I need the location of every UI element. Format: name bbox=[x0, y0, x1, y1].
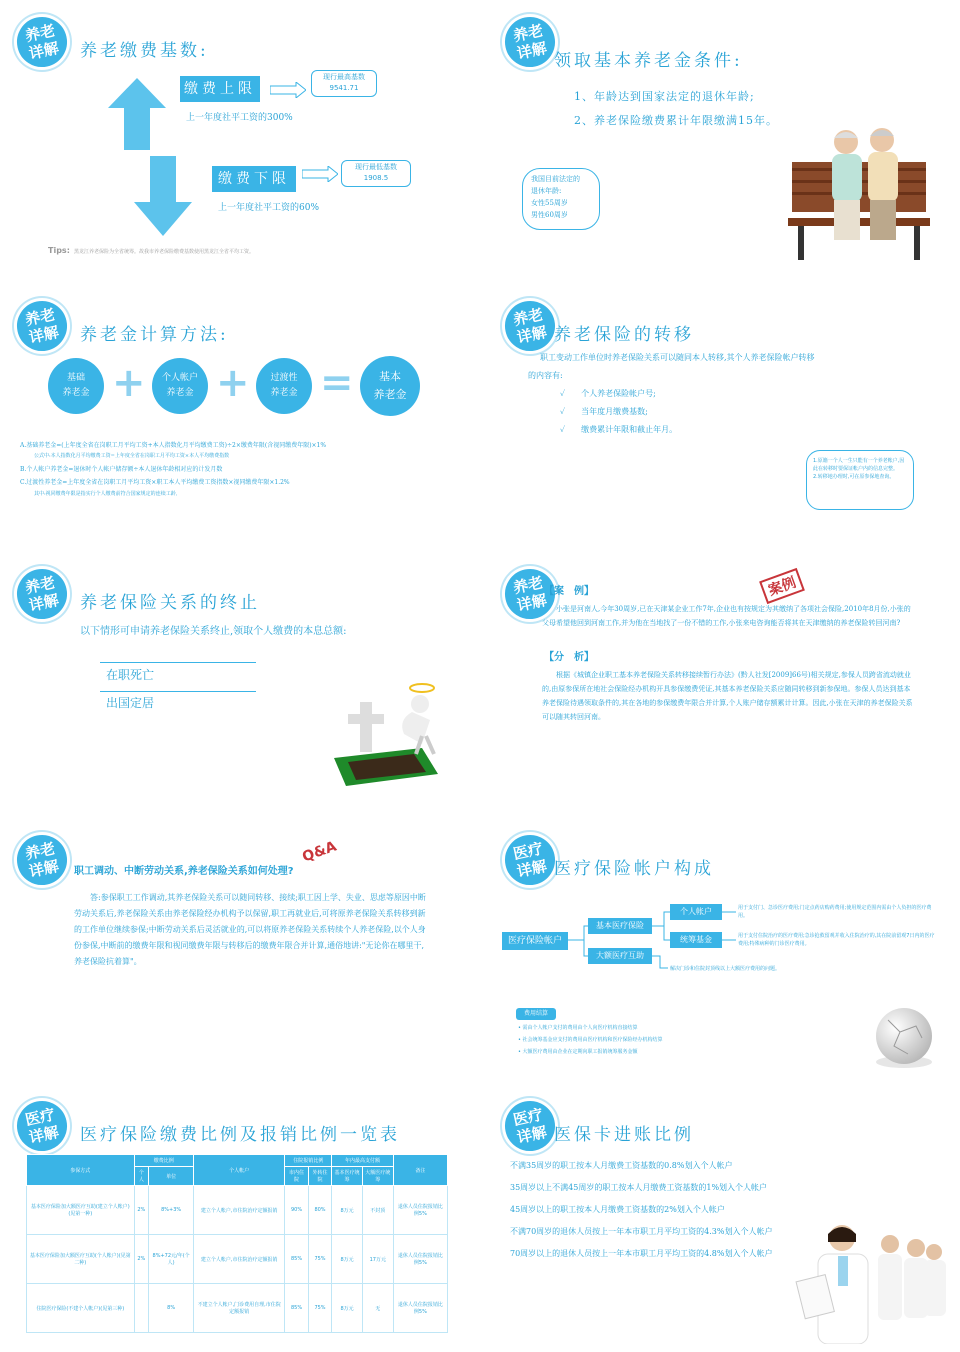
rate-line: 不满35周岁的职工按本人月缴费工资基数的0.8%划入个人帐户 bbox=[510, 1161, 733, 1170]
badge-icon: 养老 详解 bbox=[497, 293, 563, 359]
rates-table bbox=[26, 1154, 448, 1333]
slide-title: 养老保险的转移 bbox=[554, 325, 694, 345]
table-row: 基本医疗保险加大额医疗互助(个人帐户)(见第二种) 2% 8%+72元/年(个人) 建立个人帐户,市住院治疗定额报销 85% 75% 8万元 17万元 退休人员住院报销比例5% bbox=[27, 1235, 448, 1284]
table-header: 缴费比例 bbox=[134, 1155, 194, 1167]
usage-item: • 需由个人帐户支付的费用由个人向医疗机构直接结算 bbox=[518, 1025, 638, 1031]
slide-title: 医疗保险帐户构成 bbox=[554, 859, 714, 879]
arrow-up-icon bbox=[108, 78, 166, 150]
case-label: 【案 例】 bbox=[544, 586, 594, 597]
lower-desc: 上一年度社平工资的60% bbox=[218, 203, 320, 213]
personal-account-note: 用于支付门、急诊医疗费用;门定点药店购药费用;使用规定范围内需由个人负担的医疗费用。 bbox=[738, 905, 932, 919]
arrow-down-icon bbox=[134, 156, 192, 236]
divider bbox=[100, 662, 256, 663]
badge-icon: 养老 详解 bbox=[497, 561, 563, 627]
rate-line: 不满70周岁的退休人员按上一年本市职工月平均工资的4.3%划入个人帐户 bbox=[510, 1227, 773, 1236]
doctors-group-image bbox=[794, 1222, 954, 1344]
slide-title: 养老保险关系的终止 bbox=[80, 593, 260, 613]
transitional-pension-circle: 过渡性 养老金 bbox=[256, 358, 312, 414]
arrow-right-icon bbox=[302, 166, 338, 182]
table-subheader: 外转住院 bbox=[308, 1167, 331, 1186]
condition-2: 2、养老保险缴费累计年限缴满15年。 bbox=[574, 114, 778, 127]
badge-icon: 养老 详解 bbox=[9, 9, 75, 75]
usage-item: • 大额医疗费用由企业在定期向职工报销统筹服务金额 bbox=[518, 1049, 638, 1055]
pool-fund-node: 统筹基金 bbox=[670, 932, 722, 948]
rate-line: 70周岁以上的退休人员按上一年本市职工月平均工资的4.8%划入个人帐户 bbox=[510, 1249, 773, 1258]
badge-icon: 养老 详解 bbox=[497, 9, 563, 75]
table-subheader: 个人 bbox=[134, 1167, 149, 1186]
tips-label: Tips: bbox=[48, 246, 70, 255]
slide-medical-account bbox=[488, 818, 958, 1080]
major-medical-note: 解决门诊和住院封顶线以上大额医疗费用的问题。 bbox=[670, 966, 781, 972]
upper-base-box: 现行最高基数 9541.71 bbox=[311, 70, 377, 97]
lower-base-box: 现行最低基数 1908.5 bbox=[341, 160, 411, 187]
pool-fund-note: 用于支付住院治疗的医疗费用;急诊抢救留观并收入住院治疗的,其在院前留观7日内的医疗费用;特殊病种的门诊医疗费用。 bbox=[738, 933, 935, 947]
termination-option-death: 在职死亡 bbox=[106, 668, 155, 682]
formula-b: B.个人帐户养老金=退休时个人帐户储存额÷本人退休年龄相对应的计发月数 bbox=[20, 466, 223, 473]
upper-limit-label: 缴费上限 bbox=[180, 76, 260, 102]
formula-c: C.过渡性养老金=上年度全省在岗职工月平均工资×职工本人平均缴费工资指数×视同缴费年限×1.2% bbox=[20, 479, 290, 486]
table-subheader: 市内住院 bbox=[285, 1167, 308, 1186]
slide-title: 医疗保险缴费比例及报销比例一览表 bbox=[80, 1125, 400, 1145]
transfer-item: ✓ 当年度月缴费基数; bbox=[560, 407, 648, 416]
elderly-couple-bench-image bbox=[784, 112, 934, 262]
plus-icon: + bbox=[112, 360, 146, 406]
badge-icon: 养老 详解 bbox=[9, 293, 75, 359]
check-icon: ✓ bbox=[560, 389, 566, 398]
termination-option-emigrate: 出国定居 bbox=[106, 696, 155, 710]
transfer-note-bubble: 1.原籍一个人一生只能有一个养老帐户,因此在转移时要保证帐户内的信息完整。 2.转移地办理时,可在原参保地查询。 bbox=[806, 450, 914, 510]
table-subheader: 基本医疗统筹 bbox=[332, 1167, 363, 1186]
cracked-sphere-image bbox=[868, 1002, 938, 1072]
usage-label: 费用结算 bbox=[516, 1008, 556, 1020]
divider bbox=[100, 691, 256, 692]
equals-icon: = bbox=[320, 360, 354, 406]
slide-medical-rates-table bbox=[0, 1084, 470, 1346]
slide-pension-base bbox=[0, 0, 470, 262]
slide-case-study bbox=[488, 552, 958, 814]
plus-icon: + bbox=[216, 360, 250, 406]
slide-title: 领取基本养老金条件: bbox=[554, 51, 743, 71]
lower-limit-label: 缴费下限 bbox=[212, 166, 296, 192]
table-subheader: 大额医疗统筹 bbox=[362, 1167, 393, 1186]
formula-c-note: 其中:视同缴费年限是指实行个人缴费前符合国家规定的连续工龄, bbox=[34, 491, 178, 497]
table-subheader: 单位 bbox=[149, 1167, 194, 1186]
medical-account-root: 医疗保险帐户 bbox=[502, 932, 568, 950]
qa-question: 职工调动、中断劳动关系,养老保险关系如何处理? bbox=[74, 866, 294, 877]
case-text: 小张是河南人,今年30周岁,已在天津某企业工作7年,企业也有按规定为其缴纳了各项社会保险,2010年8月份,小张的父母希望他回到河南工作,并为他在当地找了一份不错的工作,小张来电咨询能否将其在天津缴纳的养老保险转回河南? bbox=[542, 605, 911, 627]
transfer-intro-2: 的内容有: bbox=[528, 371, 563, 380]
check-icon: ✓ bbox=[560, 407, 566, 416]
table-header: 个人帐户 bbox=[194, 1155, 285, 1186]
major-medical-node: 大额医疗互助 bbox=[588, 948, 652, 964]
rate-line: 45周岁以上的职工按本人月缴费工资基数的2%划入个人帐户 bbox=[510, 1205, 725, 1214]
personal-pension-circle: 个人帐户 养老金 bbox=[152, 358, 208, 414]
slide-title: 养老金计算方法: bbox=[80, 325, 229, 345]
tips-text: 黑龙江养老保险为全省统筹。故我市养老保险缴费基数使用黑龙江全省平均工资。 bbox=[74, 249, 255, 255]
case-stamp: 案例 bbox=[759, 568, 805, 604]
total-pension-circle: 基本 养老金 bbox=[360, 356, 420, 416]
analysis-label: 【分 析】 bbox=[544, 652, 594, 663]
badge-icon: 养老 详解 bbox=[9, 827, 75, 893]
table-row: 住院医疗保险(不建个人帐户)(见第三种) 8% 不建立个人帐户,门诊费用自理,市住院定额报销 85% 75% 8万元 无 退休人员住院报销比例5% bbox=[27, 1284, 448, 1333]
transfer-item: ✓ 缴费累计年限和截止年月。 bbox=[560, 425, 678, 434]
grave-angel-image bbox=[326, 674, 460, 792]
transfer-intro: 职工变动工作单位时养老保险关系可以随同本人转移,其个人养老保险帐户转移 bbox=[540, 353, 815, 362]
slide-title: 医保卡进账比例 bbox=[554, 1125, 694, 1145]
badge-icon: 医疗 详解 bbox=[9, 1093, 75, 1159]
basic-pension-circle: 基础 养老金 bbox=[48, 358, 104, 414]
transfer-item: ✓ 个人养老保险帐户号; bbox=[560, 389, 656, 398]
slide-qa bbox=[0, 818, 470, 1080]
arrow-right-icon bbox=[270, 82, 306, 98]
analysis-text: 根据《城镇企业职工基本养老保险关系转移接续暂行办法》(黔人社发[2009]66号)相关规定,参保人员跨省流动就业的,由原参保所在地社会保险经办机构开具参保缴费凭证,其基本养老保险关系应随同转移到新参保地。参保人员达到基本养老保险待遇领取条件的,其在各地的参保缴费年限合并计算,个人账户储存额累计计算。因此,小张在天津的养老保险关系可以随其转回河南。 bbox=[542, 671, 913, 721]
slide-medical-card-rates bbox=[488, 1084, 958, 1346]
qa-icon: Q&A bbox=[300, 838, 339, 866]
upper-desc: 上一年度社平工资的300% bbox=[186, 113, 293, 123]
table-header: 备注 bbox=[393, 1155, 447, 1186]
table-header: 年内最高支付额 bbox=[332, 1155, 394, 1167]
slide-pension-conditions bbox=[488, 0, 958, 262]
badge-icon: 医疗 详解 bbox=[497, 1093, 563, 1159]
table-header: 参保方式 bbox=[27, 1155, 135, 1186]
table-header: 住院报销比例 bbox=[285, 1155, 332, 1167]
personal-account-node: 个人帐户 bbox=[670, 904, 722, 920]
qa-answer: 答:参保职工工作调动,其养老保险关系可以随同转移、接续;职工因上学、失业、思虑等原因中断劳动关系后,养老保险关系由养老保险经办机构予以保留,职工再就业后,可将原养老保险关系转移到新的工作单位继续参保;中断劳动关系后灵活就业的,可以将原养老保险关系转续个人养老保险,以个人身份参保,中断前的缴费年限和视同缴费年限与转移后的缴费年限合并计算,通俗地讲:"无论你在哪里干,养老保险抗着算"。 bbox=[74, 893, 426, 966]
slide-pension-formula bbox=[0, 284, 470, 546]
slide-title: 养老缴费基数: bbox=[80, 41, 209, 61]
condition-1: 1、年龄达到国家法定的退休年龄; bbox=[574, 90, 755, 103]
badge-icon: 养老 详解 bbox=[9, 561, 75, 627]
usage-item: • 社会统筹基金应支付的费用由医疗机构和医疗保险经办机构结算 bbox=[518, 1037, 663, 1043]
slide-pension-transfer bbox=[488, 284, 958, 546]
slide-pension-termination bbox=[0, 552, 470, 814]
retirement-age-bubble: 我国目前法定的 退休年龄: 女性55周岁 男性60周岁 bbox=[522, 168, 600, 230]
rate-line: 35周岁以上不满45周岁的职工按本人月缴费工资基数的1%划入个人帐户 bbox=[510, 1183, 768, 1192]
table-row: 基本医疗保险加大额医疗互助(建立个人帐户)(见第一种) 2% 8%+3% 建立个人帐户,市住院治疗定额报销 90% 80% 8万元 不封顶 退休人员住院报销比例5% bbox=[27, 1186, 448, 1235]
basic-medical-node: 基本医疗保险 bbox=[588, 918, 652, 934]
formula-a: A.基础养老金=(上年度全省在岗职工月平均工资+本人指数化月平均缴费工资)÷2×缴费年限(含视同缴费年限)×1% bbox=[20, 442, 327, 449]
check-icon: ✓ bbox=[560, 425, 566, 434]
termination-intro: 以下情形可申请养老保险关系终止,领取个人缴费的本息总额: bbox=[80, 626, 347, 637]
badge-icon: 医疗 详解 bbox=[497, 827, 563, 893]
formula-a-note: 公式中:本人指数化月平均缴费工资=上年度全省在岗职工月平均工资×本人平均缴费指数 bbox=[34, 453, 230, 459]
